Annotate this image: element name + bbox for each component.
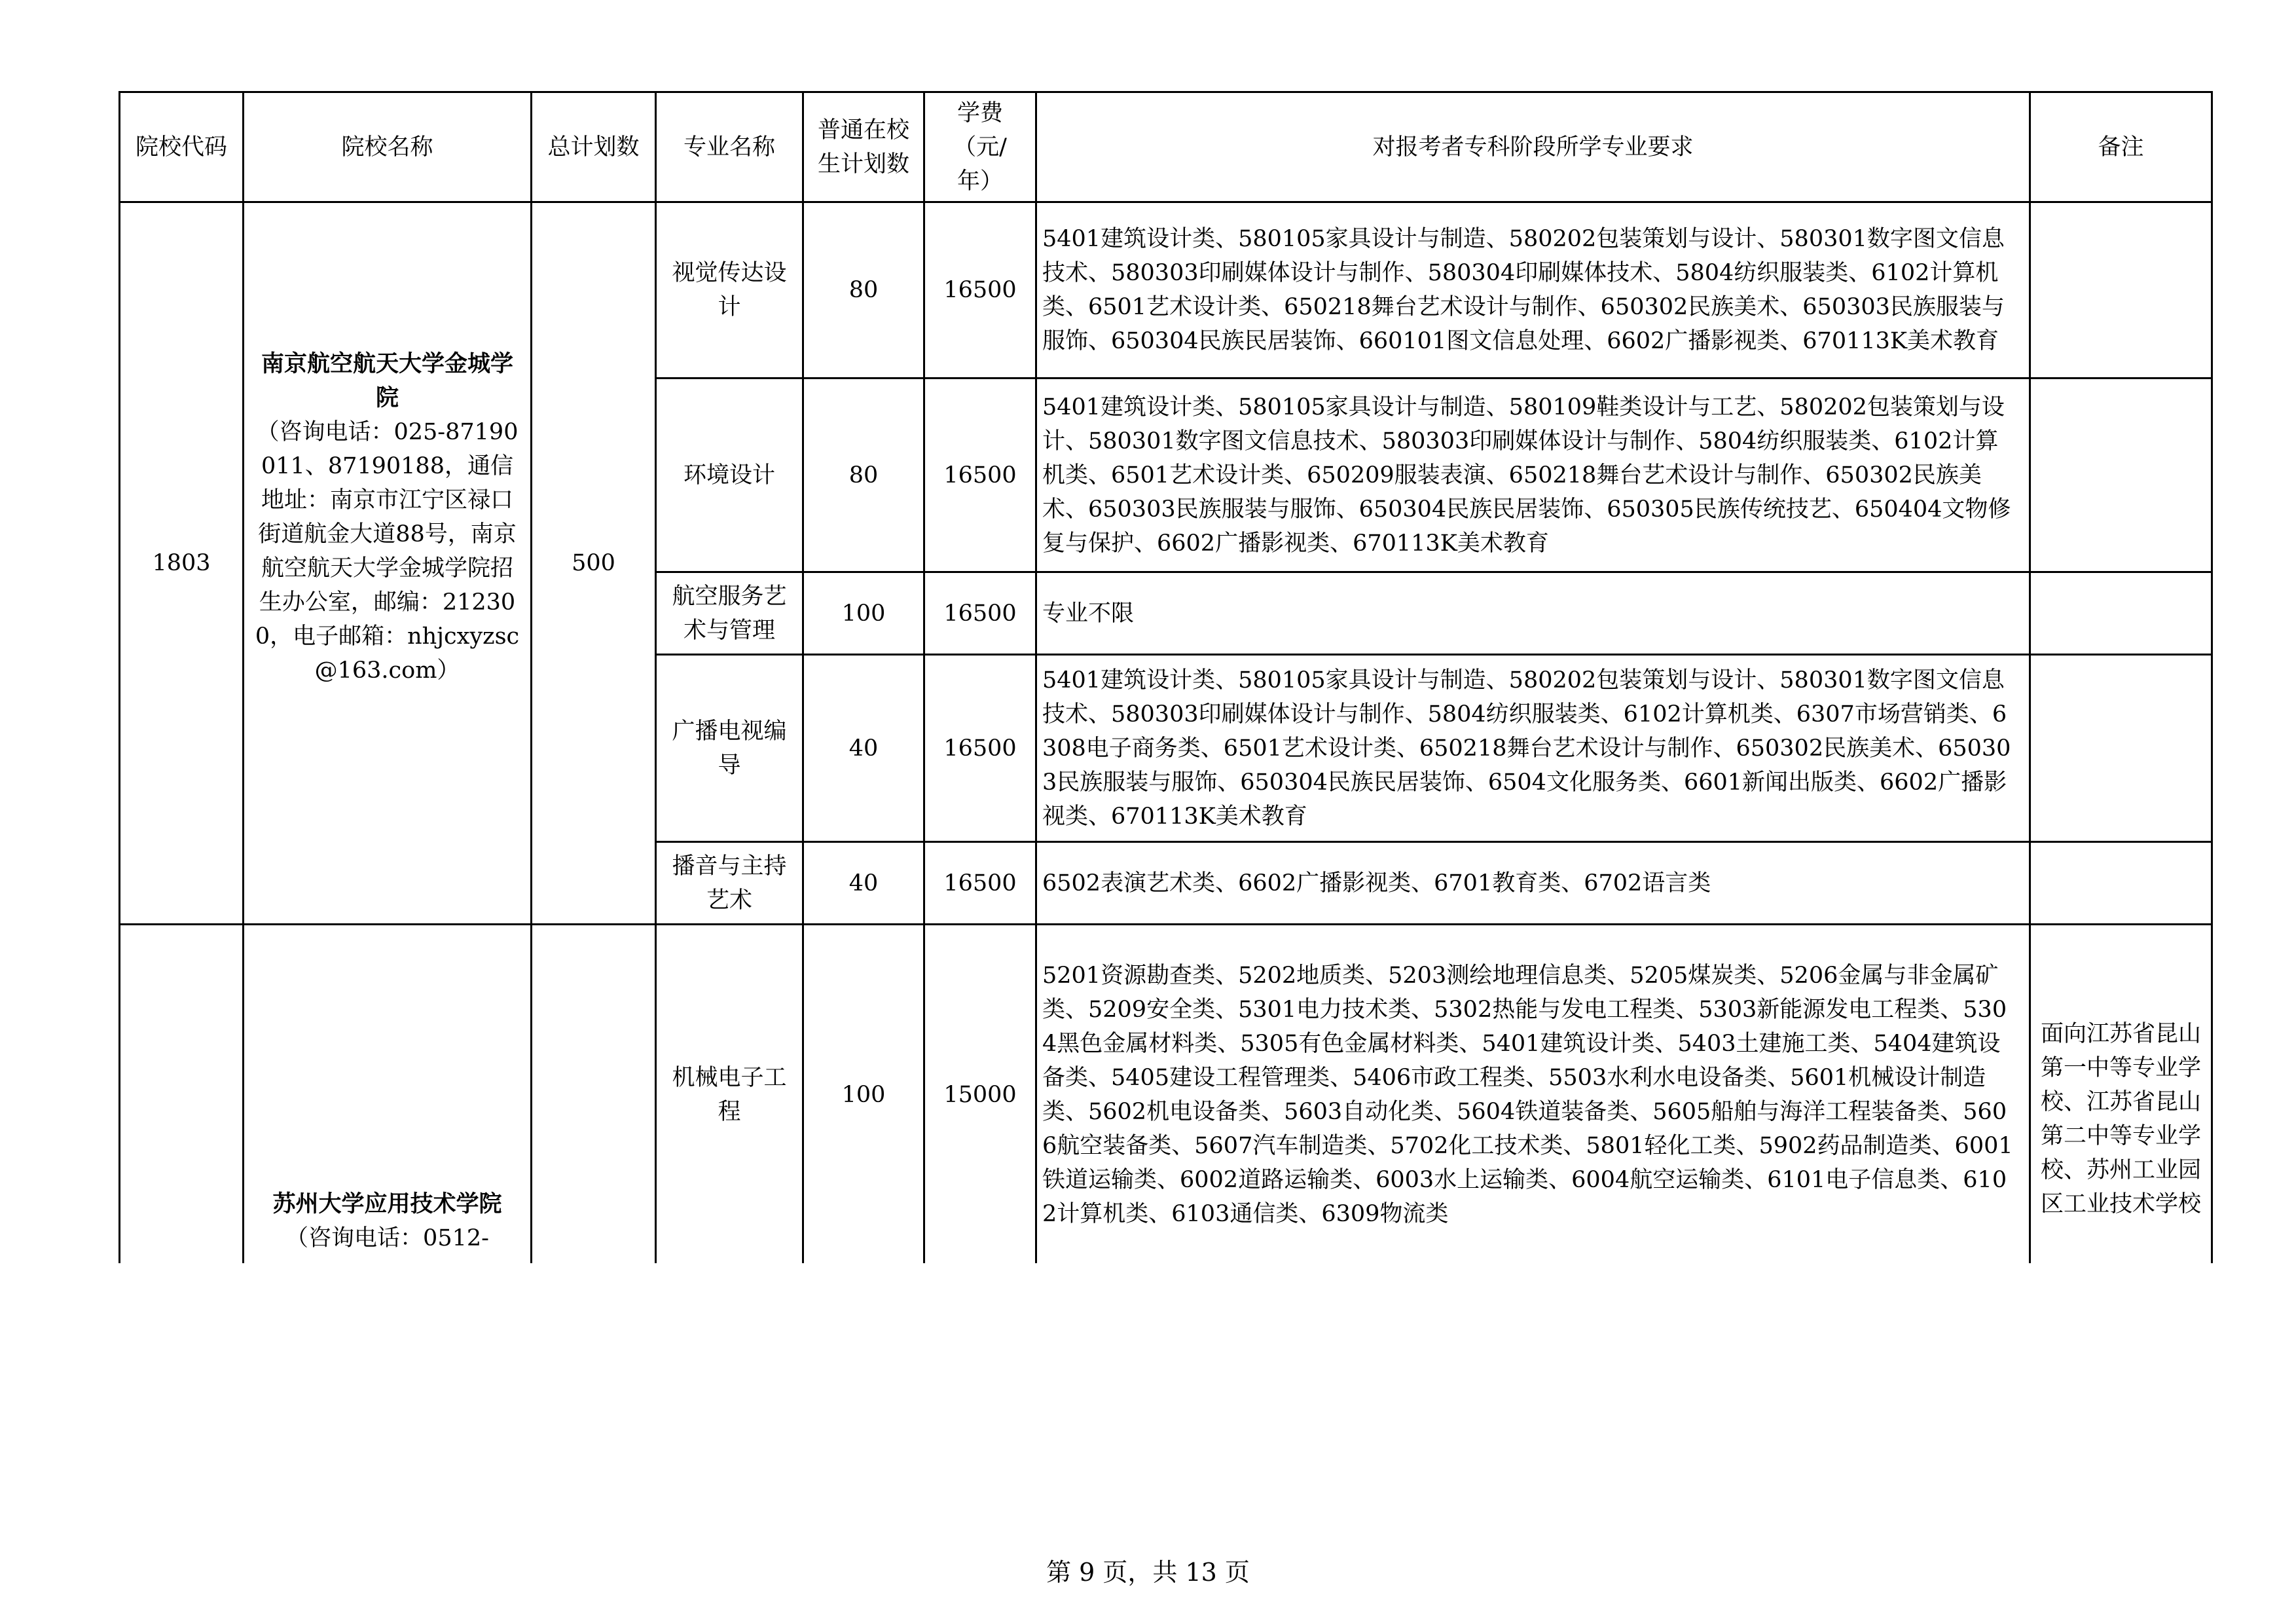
page-footer: 第 9 页，共 13 页 <box>1046 1558 1250 1587</box>
institution-name: 苏州大学应用技术学院 <box>272 1191 502 1217</box>
institution-cell <box>244 925 532 1264</box>
major-requirement: 6502表演艺术类、6602广播影视类、6701教育类、6702语言类 <box>1036 842 2030 925</box>
admission-plan-table <box>118 91 2213 1263</box>
major-quota: 80 <box>803 378 924 572</box>
major-fee: 16500 <box>924 378 1036 572</box>
header-name: 院校名称 <box>244 92 532 202</box>
major-fee: 16500 <box>924 572 1036 655</box>
major-requirement: 5401建筑设计类、580105家具设计与制造、580109鞋类设计与工艺、580202包装策划与设计、580301数字图文信息技术、580303印刷媒体设计与制作、5804纺织服装类、6102计算机类、6501艺术设计类、650209服装表演、650218舞台艺术设计与制作、650302民族美术、650303民族服装与服饰、650304民族民居装饰、650305民族传统技艺、650404文物修复与保护、6602广播影视类、670113K美术教育 <box>1036 378 2030 572</box>
institution-total: 500 <box>532 202 656 925</box>
institution-name: 南京航空航天大学金城学院 <box>261 351 513 411</box>
institution-total <box>532 925 656 1264</box>
header-quota: 普通在校生计划数 <box>803 92 924 202</box>
major-requirement: 5201资源勘查类、5202地质类、5203测绘地理信息类、5205煤炭类、5206金属与非金属矿类、5209安全类、5301电力技术类、5302热能与发电工程类、5303新能源发电工程类、5304黑色金属材料类、5305有色金属材料类、5401建筑设计类、5403土建施工类、5404建筑设备类、5405建设工程管理类、5406市政工程类、5503水利水电设备类、5601机械设计制造类、5602机电设备类、5603自动化类、5604铁道装备类、5605船舶与海洋工程装备类、5606航空装备类、5607汽车制造类、5702化工技术类、5801轻化工类、5902药品制造类、6001铁道运输类、6002道路运输类、6003水上运输类、6004航空运输类、6101电子信息类、6102计算机类、6103通信类、6309物流类 <box>1036 925 2030 1264</box>
header-major: 专业名称 <box>656 92 803 202</box>
major-requirement: 5401建筑设计类、580105家具设计与制造、580202包装策划与设计、580301数字图文信息技术、580303印刷媒体设计与制作、5804纺织服装类、6102计算机类、6307市场营销类、6308电子商务类、6501艺术设计类、650218舞台艺术设计与制作、650302民族美术、650303民族服装与服饰、650304民族民居装饰、6504文化服务类、6601新闻出版类、6602广播影视类、670113K美术教育 <box>1036 655 2030 842</box>
table-row <box>120 202 2212 378</box>
header-fee: 学费（元/年） <box>924 92 1036 202</box>
major-quota: 40 <box>803 842 924 925</box>
major-quota: 100 <box>803 572 924 655</box>
header-note: 备注 <box>2030 92 2212 202</box>
major-note <box>2030 572 2212 655</box>
major-quota: 80 <box>803 202 924 378</box>
major-note <box>2030 655 2212 842</box>
institution-code: 1803 <box>120 202 244 925</box>
table-row <box>120 925 2212 1264</box>
major-name: 航空服务艺术与管理 <box>656 572 803 655</box>
header-code: 院校代码 <box>120 92 244 202</box>
major-note <box>2030 842 2212 925</box>
major-name: 机械电子工程 <box>656 925 803 1264</box>
major-name: 环境设计 <box>656 378 803 572</box>
major-fee: 16500 <box>924 202 1036 378</box>
header-total: 总计划数 <box>532 92 656 202</box>
major-quota: 100 <box>803 925 924 1264</box>
institution-cell <box>244 202 532 925</box>
major-name: 广播电视编导 <box>656 655 803 842</box>
major-name: 视觉传达设计 <box>656 202 803 378</box>
major-note: 面向江苏省昆山第一中等专业学校、江苏省昆山第二中等专业学校、苏州工业园区工业技术学校 <box>2030 925 2212 1264</box>
major-fee: 16500 <box>924 655 1036 842</box>
institution-contact: （咨询电话：0512- <box>285 1225 489 1251</box>
institution-contact: （咨询电话：025-87190011、87190188，通信地址：南京市江宁区禄口街道航金大道88号，南京航空航天大学金城学院招生办公室，邮编：212300，电子邮箱：nhjcxyzsc@163.com） <box>255 419 520 684</box>
institution-code <box>120 925 244 1264</box>
header-row <box>120 92 2212 202</box>
major-requirement: 5401建筑设计类、580105家具设计与制造、580202包装策划与设计、580301数字图文信息技术、580303印刷媒体设计与制作、580304印刷媒体技术、5804纺织服装类、6102计算机类、6501艺术设计类、650218舞台艺术设计与制作、650302民族美术、650303民族服装与服饰、650304民族民居装饰、660101图文信息处理、6602广播影视类、670113K美术教育 <box>1036 202 2030 378</box>
major-note <box>2030 202 2212 378</box>
table-viewport <box>117 91 2218 1263</box>
major-fee: 16500 <box>924 842 1036 925</box>
header-requirement: 对报考者专科阶段所学专业要求 <box>1036 92 2030 202</box>
major-name: 播音与主持艺术 <box>656 842 803 925</box>
major-note <box>2030 378 2212 572</box>
major-requirement: 专业不限 <box>1036 572 2030 655</box>
major-fee: 15000 <box>924 925 1036 1264</box>
major-quota: 40 <box>803 655 924 842</box>
